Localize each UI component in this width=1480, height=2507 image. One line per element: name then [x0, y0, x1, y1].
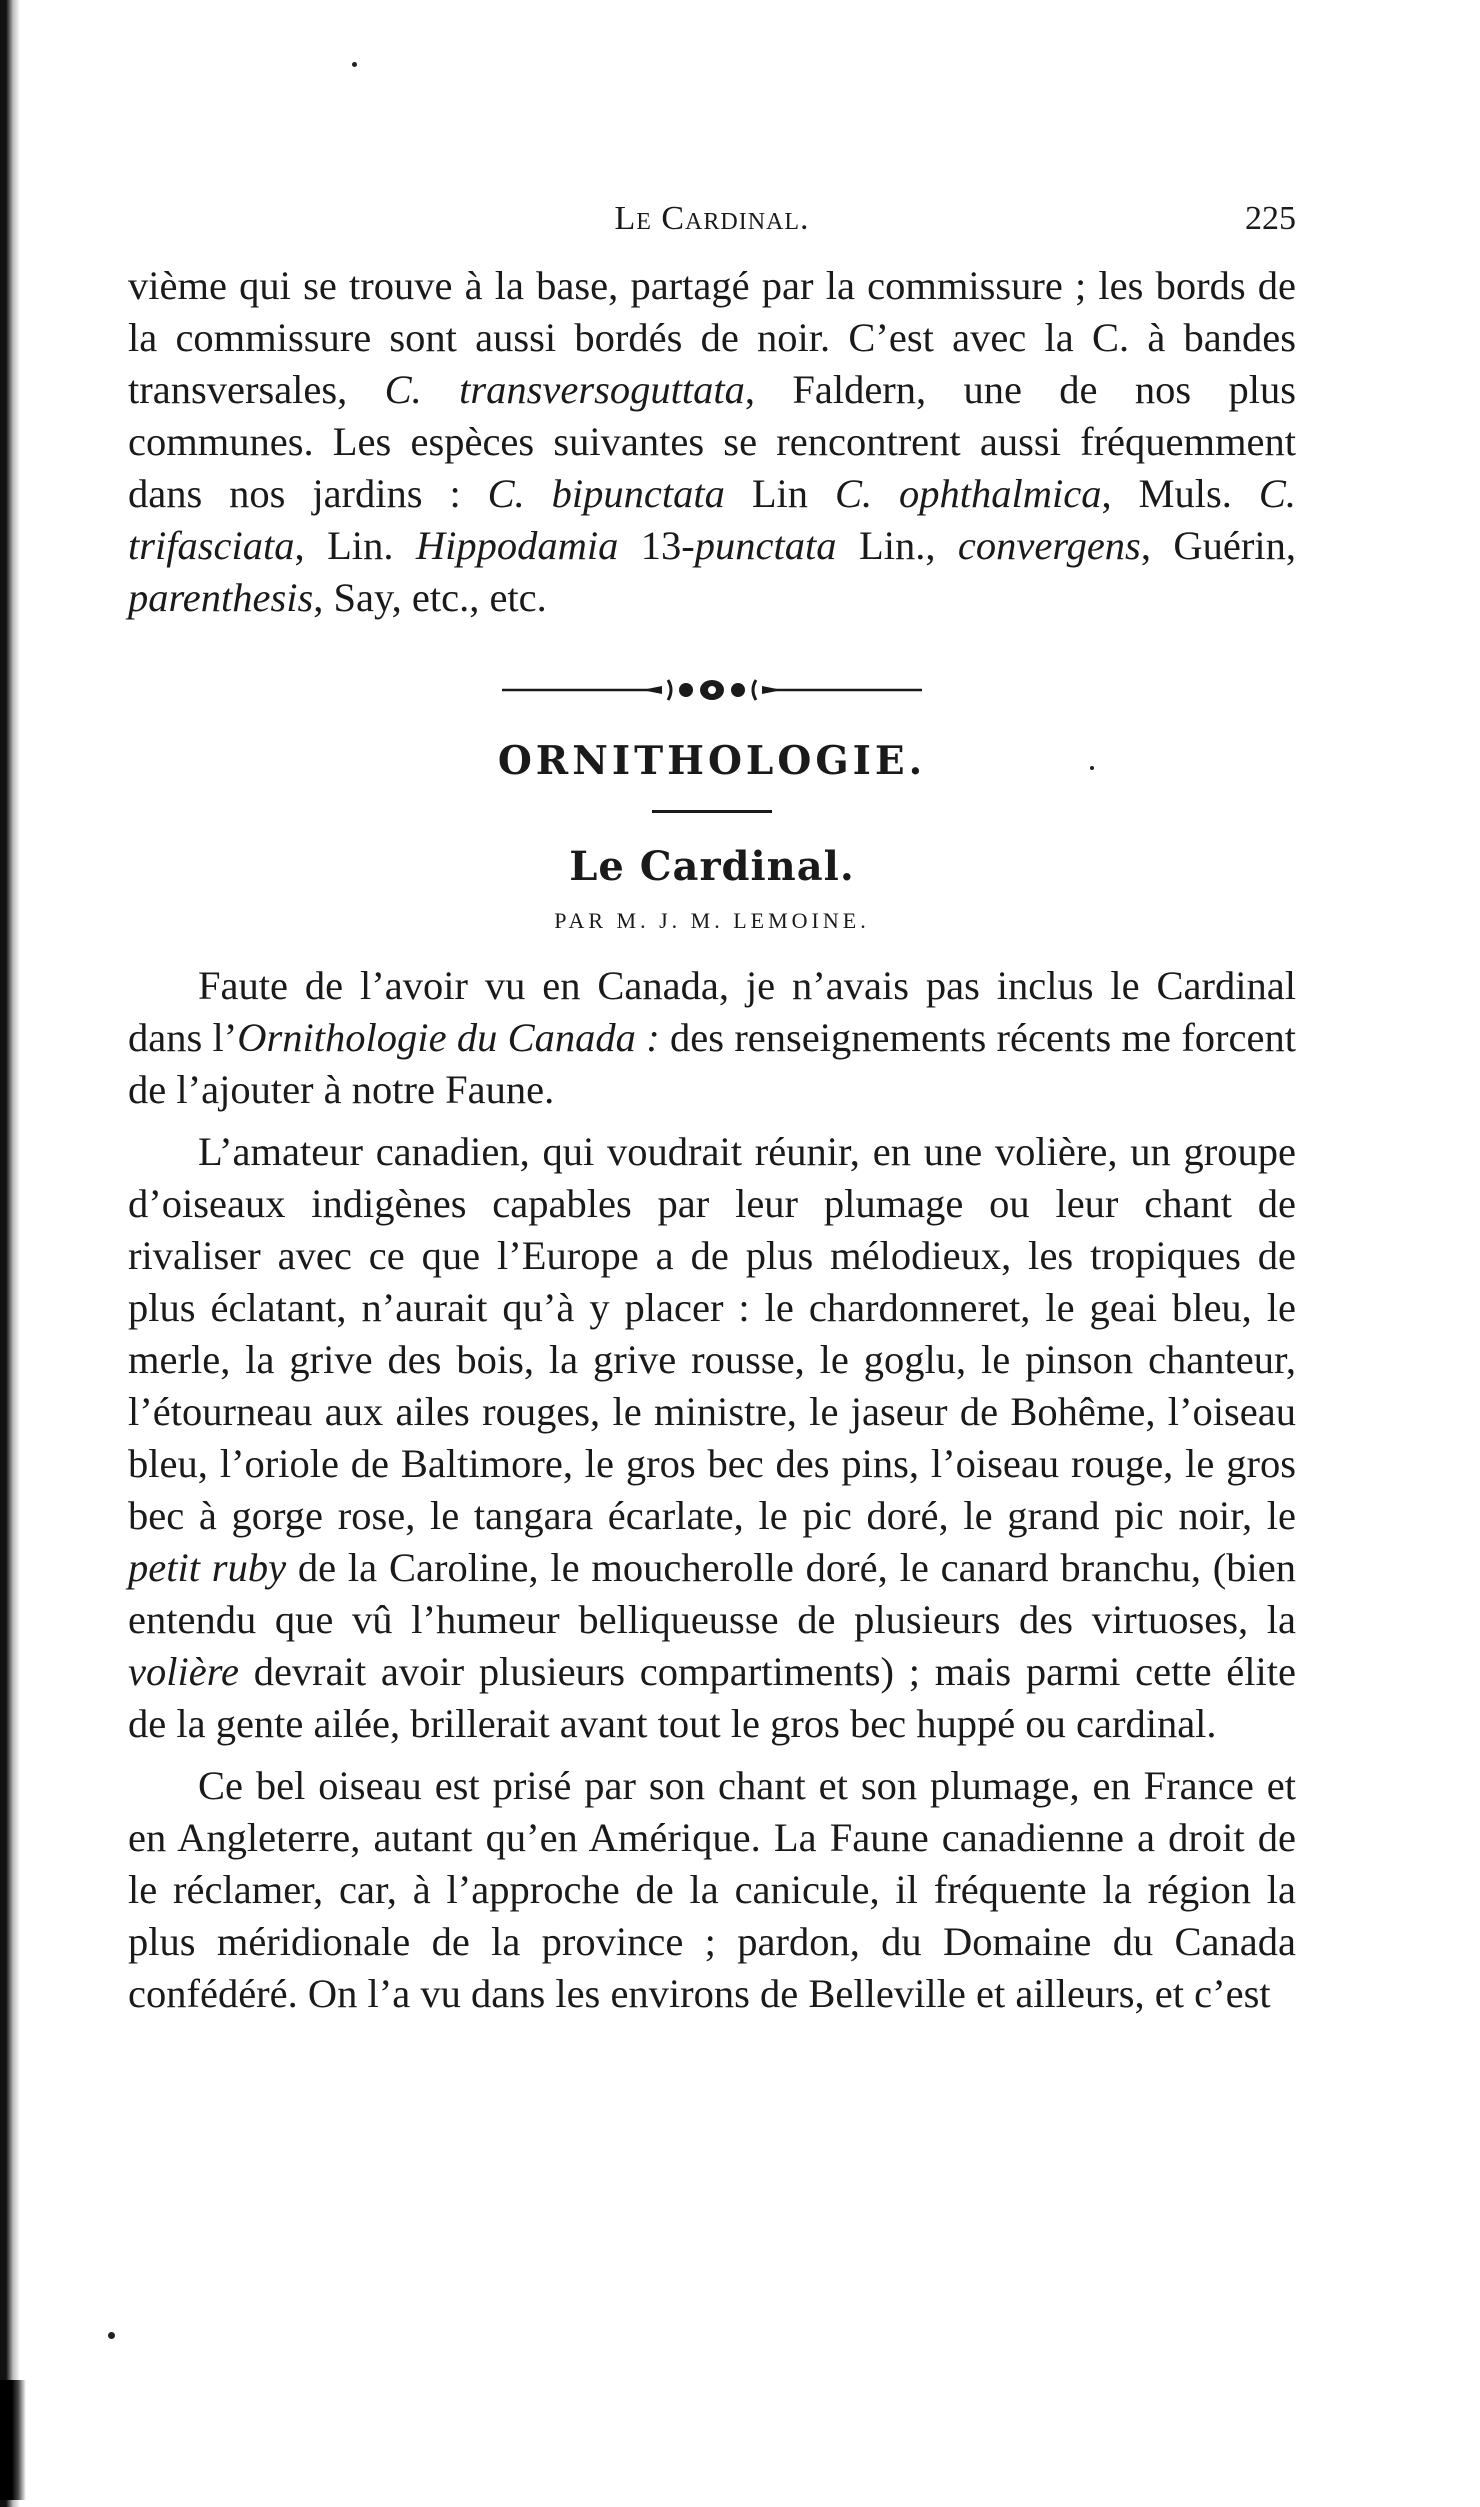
ink-speck — [352, 62, 357, 67]
binding-shadow — [0, 2380, 26, 2500]
decorative-rule-ornament-icon — [502, 672, 922, 708]
carryover-paragraph: vième qui se trouve à la base, partagé par la commissure ; les bords de la commissure sont aussi bordés de noir. C’est avec la C. à bandes transversales, C. transversoguttata, Faldern, une de nos plus communes. Les espèces suivantes se rencontrent aussi fréquemment dans nos jardins : C. bipunctata Lin C. ophthalmica, Muls. C. trifasciata, Lin. Hippodamia 13-punctata Lin., convergens, Guérin, parenthesis, Say, etc., etc. — [128, 263, 1296, 620]
page-number: 225 — [1245, 200, 1296, 237]
article-byline: PAR M. J. M. LEMOINE. — [554, 908, 870, 933]
book-binding-edge — [0, 0, 20, 2507]
body-paragraph-2: L’amateur canadien, qui voudrait réunir, en une volière, un groupe d’oiseaux indigènes capables par leur plumage ou leur chant de rivaliser avec ce que l’Europe a de plus mélodieux, les tropiques de plus éclatant, n’aurait qu’à y placer : le chardonneret, le geai bleu, le merle, la grive des bois, la grive rousse, le goglu, le pinson chanteur, l’étourneau aux ailes rouges, le ministre, le jaseur de Bohême, l’oiseau bleu, l’oriole de Baltimore, le gros bec des pins, l’oiseau rouge, le gros bec à gorge rose, le tangara écarlate, le pic doré, le grand pic noir, le petit ruby de la Caroline, le moucherolle doré, le canard branchu, (bien entendu que vû l’humeur belliqueusse de plusieurs des virtuoses, la volière devrait avoir plusieurs compartiments) ; mais parmi cette élite de la gente ailée, brillerait avant tout le gros bec huppé ou cardinal. — [128, 1129, 1296, 1746]
running-head — [128, 200, 1296, 260]
article-title: Le Cardinal. — [569, 843, 855, 890]
title-divider — [652, 810, 772, 813]
running-title: Le Cardinal. — [614, 200, 810, 237]
book-page — [128, 200, 1296, 2020]
ink-speck — [108, 2332, 115, 2339]
body-paragraph-3: Ce bel oiseau est prisé par son chant et son plumage, en France et en Angleterre, autant qu’en Amérique. La Faune canadienne a droit de le réclamer, car, à l’approche de la canicule, il fréquente la région la plus méridionale de la province ; pardon, du Domaine du Canada confédéré. On l’a vu dans les environs de Belleville et ailleurs, et c’est — [128, 1763, 1296, 2016]
body-paragraph-1: Faute de l’avoir vu en Canada, je n’avais pas inclus le Cardinal dans l’Ornithologie du Canada : des renseignements récents me forcent de l’ajouter à notre Faune. — [128, 963, 1296, 1112]
section-title: ORNITHOLOGIE. — [497, 738, 927, 784]
section-ornament — [128, 672, 1296, 712]
